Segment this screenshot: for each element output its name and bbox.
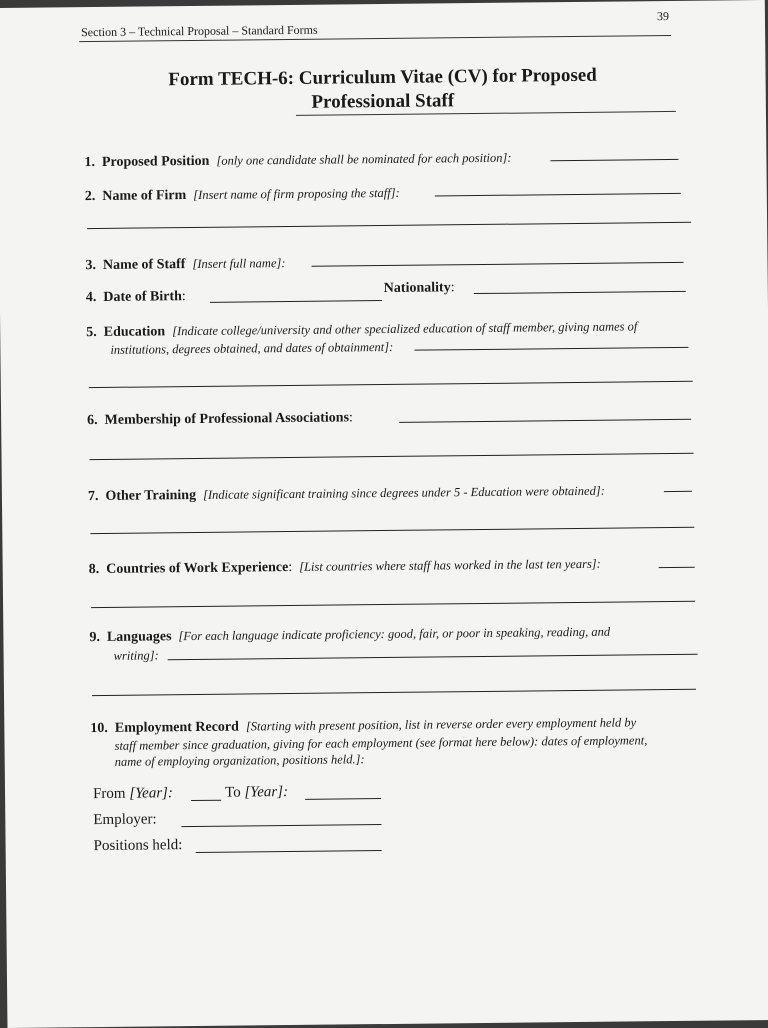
item-hint: [Starting with present position, list in reverse order every employment held by: [245, 715, 637, 734]
item-proposed-position: [84, 149, 511, 172]
form-title: [87, 63, 677, 117]
item-hint-continued: staff member since graduation, giving for each employment (see format here below): dates of employment,: [114, 733, 648, 753]
item-label: Name of Firm: [102, 188, 187, 204]
employer-field[interactable]: [181, 824, 381, 827]
education-field-line2[interactable]: [89, 381, 693, 388]
item-education-cont: [110, 338, 393, 360]
membership-field-line2[interactable]: [90, 453, 694, 460]
section-header: Section 3 – Technical Proposal – Standard Forms: [81, 22, 318, 40]
to-label: To: [224, 784, 241, 801]
item-number: 3.: [85, 258, 97, 274]
item-colon: :: [181, 289, 186, 305]
item-hint: [Indicate significant training since degrees under 5 - Education were obtained]:: [202, 483, 605, 502]
nationality-field[interactable]: [474, 291, 686, 294]
item-number: 6.: [87, 413, 98, 429]
item-label: Employment Record: [114, 719, 239, 736]
to-year-field[interactable]: [305, 798, 381, 800]
item-label: Membership of Professional Associations: [104, 410, 350, 428]
item-number: 8.: [88, 561, 100, 578]
from-label: From: [92, 785, 126, 803]
item-number: 7.: [87, 489, 99, 505]
to-row: [225, 783, 288, 802]
nationality-label: [384, 279, 455, 298]
languages-field[interactable]: [168, 654, 698, 661]
item-hint-continued: institutions, degrees obtained, and dates of obtainment]:: [110, 339, 394, 357]
from-year-field[interactable]: [191, 800, 221, 801]
item-colon: :: [450, 280, 455, 296]
name-of-firm-field[interactable]: [435, 193, 681, 197]
item-number: 2.: [84, 189, 96, 205]
item-number: 5.: [86, 325, 97, 341]
item-colon: :: [348, 410, 353, 426]
item-languages-cont: [114, 646, 159, 665]
item-label: Proposed Position: [101, 153, 210, 170]
languages-field-line2[interactable]: [92, 689, 696, 696]
item-label: Countries of Work Experience: [106, 560, 289, 577]
form-title-line2: Professional Staff: [311, 90, 455, 113]
from-year-label: [Year]:: [129, 785, 174, 802]
name-of-staff-field[interactable]: [312, 262, 684, 267]
item-hint-continued: writing]:: [113, 648, 159, 663]
item-label: Nationality: [383, 280, 451, 297]
other-training-field[interactable]: [664, 491, 692, 492]
date-of-birth-field[interactable]: [210, 300, 382, 303]
positions-held-label: Positions held:: [93, 837, 183, 855]
item-employment-cont2: [115, 750, 365, 772]
item-hint-continued: name of employing organization, positions held.]:: [114, 752, 365, 769]
item-label: Name of Staff: [102, 257, 186, 273]
name-of-firm-field-line2[interactable]: [87, 222, 691, 229]
positions-held-field[interactable]: [196, 850, 382, 853]
item-languages: [89, 623, 610, 647]
item-label: Other Training: [105, 487, 197, 504]
countries-field-line2[interactable]: [91, 601, 695, 608]
item-hint: [Insert name of firm proposing the staff]:: [193, 185, 400, 202]
countries-field[interactable]: [659, 567, 695, 568]
item-number: 1.: [84, 155, 96, 171]
item-colon: :: [288, 559, 293, 576]
page-number: 39: [656, 9, 670, 24]
from-to-row: [93, 784, 173, 803]
item-hint: [only one candidate shall be nominated for each position]:: [216, 150, 512, 168]
item-date-of-birth: [86, 288, 186, 307]
item-name-of-firm: [85, 184, 400, 206]
proposed-position-field[interactable]: [550, 159, 678, 161]
item-label: Education: [103, 324, 166, 340]
item-label: Date of Birth: [103, 289, 182, 305]
item-countries: [89, 555, 601, 579]
item-name-of-staff: [85, 254, 285, 275]
item-hint: [For each language indicate proficiency: good, fair, or poor in speaking, reading, and: [178, 624, 611, 644]
item-label: Languages: [106, 629, 172, 645]
employer-label: Employer:: [93, 811, 157, 829]
other-training-field-line2[interactable]: [90, 527, 694, 534]
item-number: 10.: [90, 720, 108, 737]
item-hint: [List countries where staff has worked in the last ten years]:: [299, 556, 601, 574]
item-other-training: [88, 482, 605, 506]
membership-field[interactable]: [399, 419, 691, 423]
to-year-label: [Year]:: [244, 784, 289, 801]
item-hint: [Insert full name]:: [192, 256, 286, 272]
item-number: 9.: [89, 629, 100, 646]
education-field[interactable]: [414, 347, 688, 351]
form-title-line1: Form TECH-6: Curriculum Vitae (CV) for Proposed: [168, 64, 597, 91]
item-number: 4.: [85, 290, 97, 306]
item-hint: [Indicate college/university and other specialized education of staff member, giving names of: [172, 319, 638, 339]
item-membership: [87, 409, 353, 430]
